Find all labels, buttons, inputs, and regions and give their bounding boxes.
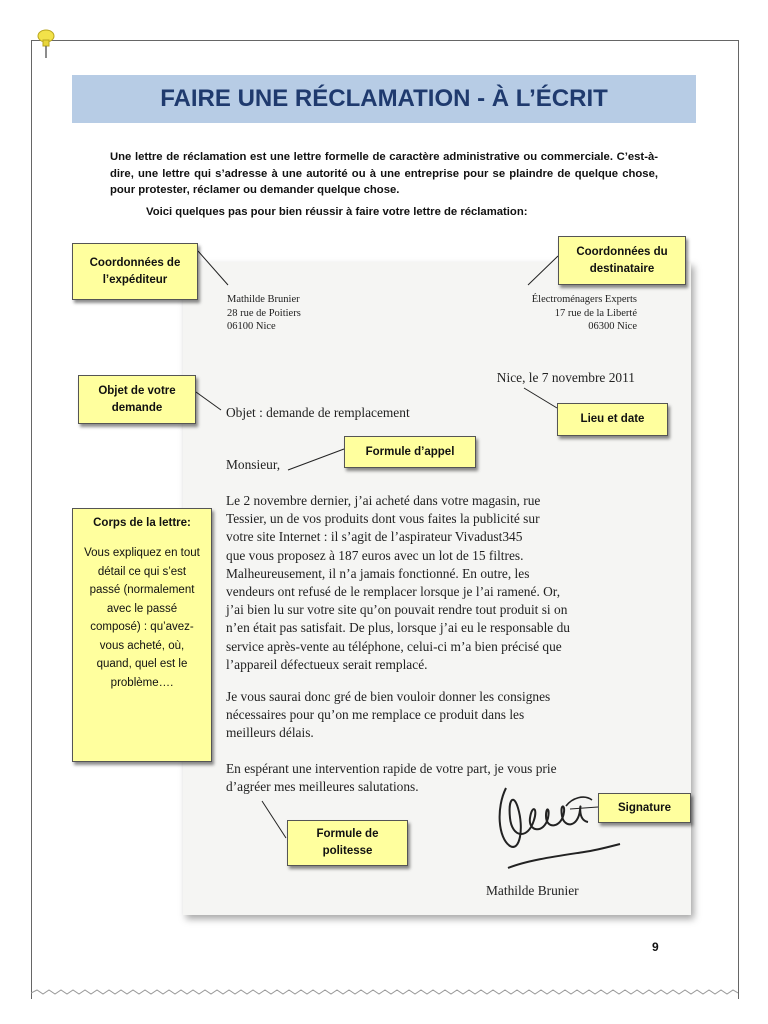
body-line: n’en était pas satisfait. De plus, lorsque j’ai eu le responsable du bbox=[226, 620, 570, 636]
pushpin-icon bbox=[34, 28, 58, 60]
recipient-name: Électroménagers Experts bbox=[531, 294, 637, 305]
body-line: meilleurs délais. bbox=[226, 725, 314, 741]
subject-line: Objet : demande de remplacement bbox=[226, 405, 410, 420]
body-line: l’appareil défectueux serait remplacé. bbox=[226, 656, 428, 672]
page-number: 9 bbox=[652, 940, 659, 954]
intro-paragraph: Une lettre de réclamation est une lettre formelle de caractère administrative ou commerciale. C’est-à-dire, une lettre qui s’adresse à une autorité ou à une entreprise pour se plaindre de quelque chose, pour protester, réclamer ou demander quelque chose. bbox=[110, 151, 658, 196]
callout-subject: Objet de votre demande bbox=[78, 375, 196, 424]
body-paragraph-1 bbox=[226, 492, 570, 674]
body-line: En espérant une intervention rapide de votre part, je vous prie bbox=[226, 761, 557, 776]
sender-street: 28 rue de Poitiers bbox=[227, 307, 301, 319]
body-line: Malheureusement, il n’a jamais fonctionné. En outre, les bbox=[226, 565, 530, 581]
callout-body bbox=[72, 508, 212, 762]
handwritten-signature bbox=[488, 768, 628, 878]
body-line: vendeurs ont refusé de le remplacer lorsque je l’ai ramené. Or, bbox=[226, 584, 561, 600]
signature-name: Mathilde Brunier bbox=[486, 883, 579, 898]
body-line: que vous proposez à 187 euros avec un lot de 15 filtres. bbox=[226, 547, 524, 563]
body-line: Le 2 novembre dernier, j’ai acheté dans votre magasin, rue bbox=[226, 493, 541, 508]
callout-greeting: Formule d’appel bbox=[344, 436, 476, 468]
salutation: Monsieur, bbox=[226, 457, 281, 472]
steps-line: Voici quelques pas pour bien réussir à faire votre lettre de réclamation: bbox=[146, 206, 528, 218]
recipient-city: 06300 Nice bbox=[588, 321, 637, 332]
callout-signature: Signature bbox=[598, 793, 691, 823]
callout-body-title: Corps de la lettre: bbox=[93, 517, 191, 529]
callout-body-text: Vous expliquez en tout détail ce qui s’est passé (normalement avec le passé composé) : qu’avez-vous acheté, où, quand, quel est le problème…. bbox=[84, 547, 200, 689]
body-line: d’agréer mes meilleures salutations. bbox=[226, 779, 419, 795]
body-line: nécessaires pour qu’on me remplace ce produit dans les bbox=[226, 707, 525, 723]
callout-place-date: Lieu et date bbox=[557, 403, 668, 436]
body-line: Je vous saurai donc gré de bien vouloir donner les consignes bbox=[226, 689, 551, 704]
sender-city: 06100 Nice bbox=[227, 321, 276, 332]
body-line: j’ai bien lu sur votre site qu’on pouvait rendre tout produit si on bbox=[226, 602, 568, 618]
callout-politeness: Formule de politesse bbox=[287, 820, 408, 866]
recipient-address bbox=[532, 293, 637, 334]
body-line: service après-vente au téléphone, celui-ci m’a bien précisé que bbox=[226, 638, 562, 654]
body-line: Tessier, un de vos produits dont vous faites la publicité sur bbox=[226, 511, 540, 527]
callout-recipient: Coordonnées du destinataire bbox=[558, 236, 686, 285]
body-line: votre site Internet : il s’agit de l’aspirateur Vivadust345 bbox=[226, 529, 523, 545]
place-date: Nice, le 7 novembre 2011 bbox=[496, 370, 635, 385]
sender-name: Mathilde Brunier bbox=[227, 294, 300, 305]
page-title: FAIRE UNE RÉCLAMATION - À L’ÉCRIT bbox=[160, 85, 608, 112]
callout-sender: Coordonnées de l’expéditeur bbox=[72, 243, 198, 300]
recipient-street: 17 rue de la Liberté bbox=[554, 307, 637, 319]
body-paragraph-2 bbox=[226, 688, 550, 743]
torn-edge bbox=[31, 985, 738, 999]
sender-address bbox=[227, 293, 301, 334]
title-banner bbox=[72, 75, 696, 123]
